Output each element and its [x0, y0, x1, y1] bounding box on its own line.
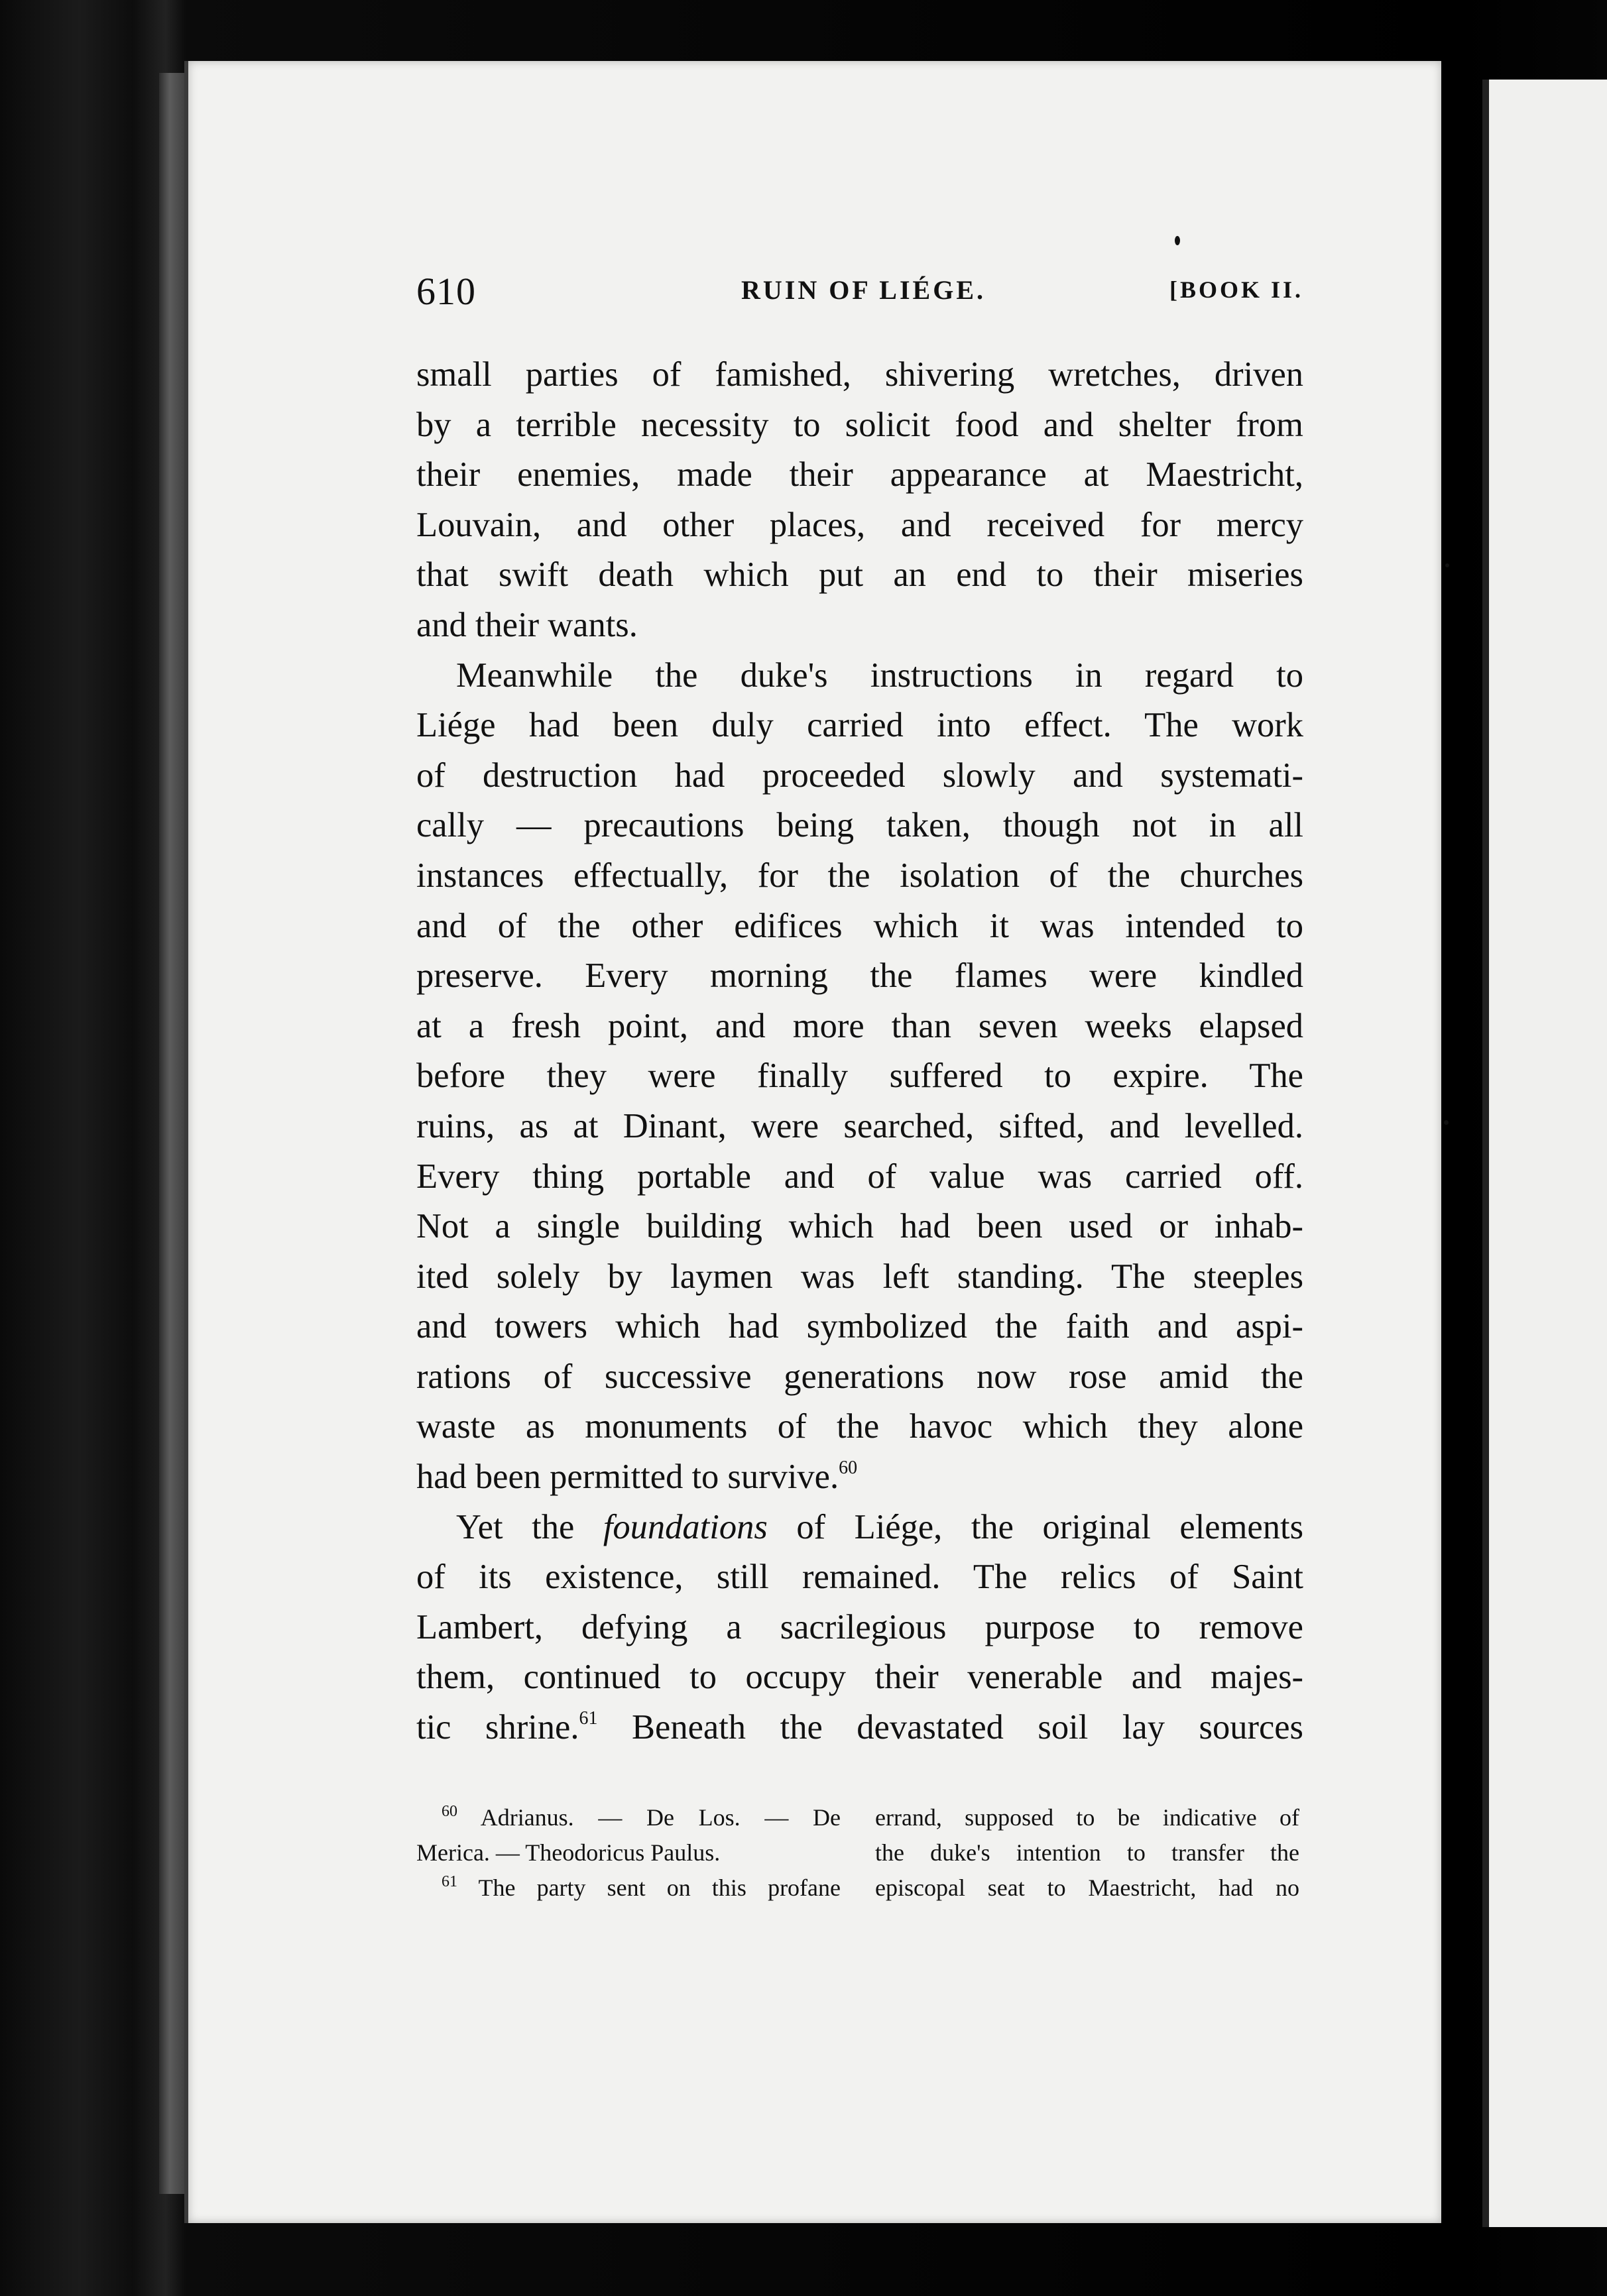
text-line: by a terrible necessity to solicit food and shelter from [416, 405, 1303, 444]
text-line: of destruction had proceeded slowly and systemati- [416, 756, 1303, 795]
text-line: ruins, as at Dinant, were searched, sifted, and levelled. [416, 1106, 1303, 1145]
text-line: Louvain, and other places, and received for mercy [416, 505, 1303, 544]
page-number: 610 [416, 270, 476, 313]
page-header [416, 269, 1303, 316]
footnote-61 [416, 1870, 841, 1906]
page-edge-strip [159, 73, 186, 2194]
italic-word: foundations [603, 1507, 768, 1546]
book-label: [BOOK II. [1169, 276, 1303, 303]
text-fragment: Yet the [456, 1507, 603, 1546]
scan-speck [1445, 563, 1449, 567]
text-fragment: tic shrine. [416, 1708, 579, 1747]
footnote-ref-60: 60 [839, 1458, 858, 1479]
next-page-edge [1482, 80, 1607, 2227]
text-line: Lambert, defying a sacrilegious purpose to remove [416, 1607, 1303, 1646]
text-line: their enemies, made their appearance at Maestricht, [416, 455, 1303, 494]
text-line: at a fresh point, and more than seven weeks elapsed [416, 1006, 1303, 1045]
text-line: Every thing portable and of value was carried off. [416, 1157, 1303, 1196]
footnote-ref-61: 61 [579, 1708, 598, 1729]
text-line: them, continued to occupy their venerable and majes- [416, 1658, 1303, 1697]
text-line: Liége had been duly carried into effect. The work [416, 706, 1303, 745]
footnote-text: Adrianus. — De Los. — De [480, 1804, 841, 1831]
scan-speck [1175, 236, 1180, 245]
body-text [416, 350, 1303, 1753]
scan-speck [1444, 1120, 1449, 1125]
text-line: ited solely by laymen was left standing. The steeples [416, 1257, 1303, 1296]
text-line: before they were finally suffered to expire. The [416, 1057, 1303, 1096]
footnote-60 [416, 1800, 841, 1835]
text-line: and towers which had symbolized the faith and aspi- [416, 1307, 1303, 1346]
text-fragment: Beneath the devastated soil lay sources [597, 1708, 1303, 1747]
text-line: cally — precautions being taken, though not in all [416, 806, 1303, 845]
text-line: preserve. Every morning the flames were kindled [416, 956, 1303, 996]
text-line: of its existence, still remained. The relics of Saint [416, 1558, 1303, 1597]
text-fragment: of Liége, the original elements [767, 1507, 1303, 1546]
text-line: Not a single building which had been used or inhab- [416, 1207, 1303, 1246]
text-line [416, 1703, 1303, 1753]
text-fragment: had been permitted to survive. [416, 1458, 839, 1497]
footnote-number: 61 [442, 1873, 457, 1890]
text-line [416, 1503, 1303, 1553]
text-line: instances effectually, for the isolation of the churches [416, 856, 1303, 895]
footnote-61-cont: episcopal seat to Maestricht, had no [875, 1874, 1299, 1901]
footnote-61-cont: the duke's intention to transfer the [875, 1839, 1299, 1866]
footnote-60-cont: Merica. — Theodoricus Paulus. [416, 1839, 721, 1866]
text-line: waste as monuments of the havoc which they alone [416, 1407, 1303, 1446]
footnote-text: The party sent on this profane [478, 1874, 841, 1901]
text-line: Meanwhile the duke's instructions in regard to [456, 656, 1303, 695]
footnote-number: 60 [442, 1803, 457, 1820]
text-line: and of the other edifices which it was intended to [416, 906, 1303, 945]
text-line [416, 1452, 1303, 1503]
text-line: small parties of famished, shivering wretches, driven [416, 355, 1303, 394]
footnotes-right-column [875, 1800, 1299, 1906]
text-line: rations of successive generations now rose amid the [416, 1357, 1303, 1396]
footnotes-left-column [416, 1800, 841, 1906]
running-head: RUIN OF LIÉGE. [741, 275, 986, 305]
footnote-61-cont: errand, supposed to be indicative of [875, 1804, 1299, 1831]
text-line: and their wants. [416, 605, 638, 644]
text-line: that swift death which put an end to their miseries [416, 555, 1303, 595]
